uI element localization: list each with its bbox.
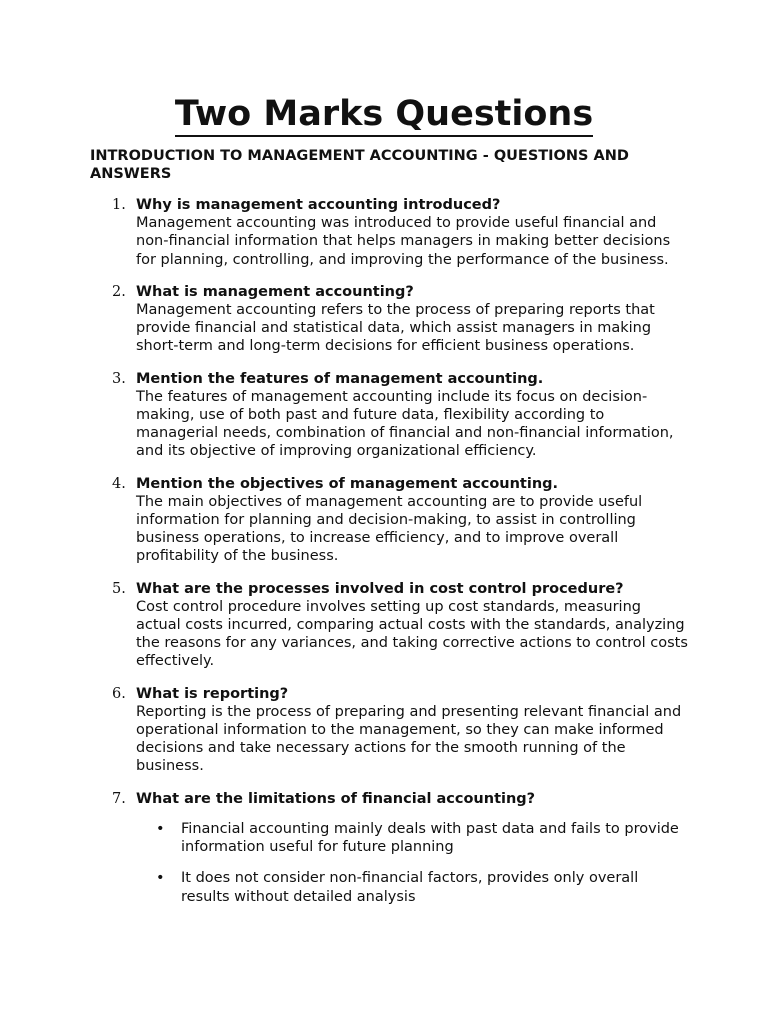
question-text: What is management accounting? [136,283,414,300]
answer-text: The main objectives of management accounting are to provide useful information for planning and decision-making, to assist in controlling business operations, to increase efficiency, and to improve overall profitability of the business. [136,493,643,565]
limitations-list [136,820,690,906]
question-item-7 [90,790,690,906]
question-item-1 [90,196,690,269]
question-item-2 [90,283,690,356]
page-title-text: Two Marks Questions [175,94,593,137]
bullet-icon: • [156,820,165,837]
question-item-3 [90,370,690,461]
question-number: 7. [112,790,126,807]
question-item-6 [90,685,690,776]
question-text: Mention the objectives of management accounting. [136,475,559,492]
question-item-4 [90,475,690,566]
question-number: 4. [112,475,126,492]
question-item-5 [90,580,690,671]
page-title [0,92,768,136]
question-text: Why is management accounting introduced? [136,197,501,213]
list-item [136,869,690,905]
answer-text: Cost control procedure involves setting up cost standards, measuring actual costs incurred, comparing actual costs with the standards, analyzing the reasons for any variances, and taking corrective actions to control costs effectively. [136,598,688,670]
answer-text: Reporting is the process of preparing and presenting relevant financial and operational information to the management, so they can make informed decisions and take necessary actions for the smooth running of the business. [136,703,682,775]
question-number: 5. [112,580,126,597]
section-subtitle: INTRODUCTION TO MANAGEMENT ACCOUNTING - QUESTIONS AND ANSWERS [90,148,629,182]
answer-text: Management accounting refers to the process of preparing reports that provide financial and statistical data, which assist managers in making short-term and long-term decisions for efficient business operations. [136,302,655,355]
question-number: 6. [112,685,126,702]
question-number: 3. [112,370,126,387]
question-text: What are the processes involved in cost control procedure? [136,580,624,597]
answer-text: The features of management accounting include its focus on decision-making, use of both past and future data, flexibility according to managerial needs, combination of financial and non-financial information, and its objective of improving organizational efficiency. [136,388,674,460]
question-number: 1. [112,197,126,213]
question-text: What are the limitations of financial accounting? [136,790,536,807]
list-item [136,820,690,856]
answer-text: Management accounting was introduced to provide useful financial and non-financial information that helps managers in making better decisions for planning, controlling, and improving the performance of the business. [136,215,671,268]
question-list [90,196,690,920]
question-text: Mention the features of management accounting. [136,370,544,387]
bullet-text: Financial accounting mainly deals with past data and fails to provide information useful for future planning [181,820,679,856]
bullet-text: It does not consider non-financial factors, provides only overall results without detailed analysis [181,870,639,905]
bullet-icon: • [156,870,165,887]
question-text: What is reporting? [136,685,289,702]
question-number: 2. [112,283,126,300]
